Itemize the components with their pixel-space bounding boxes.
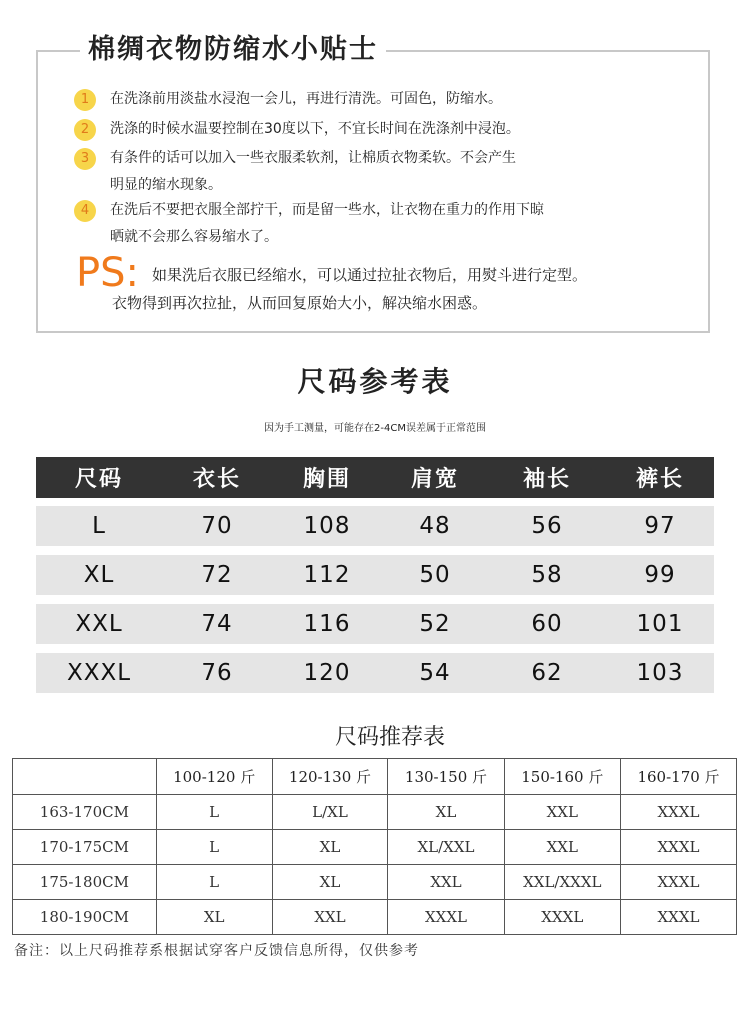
table-cell: XXL	[75, 611, 123, 637]
table-cell: 62	[531, 660, 563, 686]
table-cell: XXXL	[621, 900, 737, 935]
tip-text: 洗涤的时候水温要控制在30度以下，不宜长时间在洗涤剂中浸泡。	[110, 121, 520, 137]
ps-text: 如果洗后衣服已经缩水，可以通过拉扯衣物后，用熨斗进行定型。	[152, 266, 588, 284]
ps-text: 衣物得到再次拉扯，从而回复原始大小，解决缩水困惑。	[112, 294, 488, 312]
tip-item-4	[74, 197, 544, 251]
table-cell: 50	[419, 562, 451, 588]
header-cell: 袖长	[522, 467, 571, 492]
table-cell: XL	[83, 562, 115, 588]
table-cell: 97	[644, 513, 676, 539]
table-row	[36, 653, 714, 693]
header-cell: 120-130 斤	[272, 759, 388, 795]
table-cell: XXXL	[504, 900, 620, 935]
table-cell: XXXL	[66, 660, 132, 686]
table-cell: 74	[201, 611, 233, 637]
table-cell: L	[92, 513, 106, 539]
table-cell: 56	[531, 513, 563, 539]
recommend-title: 尺码推荐表	[334, 725, 445, 750]
ps-label: PS:	[76, 250, 139, 296]
table-cell: 101	[636, 611, 684, 637]
tip-number-badge: 3	[74, 148, 96, 170]
size-chart-title: 尺码参考表	[297, 365, 453, 398]
table-cell: 175-180CM	[13, 865, 157, 900]
size-chart-table	[36, 457, 714, 693]
table-cell: XXXL	[388, 900, 504, 935]
header-cell: 130-150 斤	[388, 759, 504, 795]
header-cell: 衣长	[192, 467, 241, 492]
table-cell: 103	[636, 660, 684, 686]
table-cell: XL	[272, 865, 388, 900]
footnote: 备注：以上尺码推荐系根据试穿客户反馈信息所得，仅供参考	[14, 943, 419, 959]
tip-text: 在洗后不要把衣服全部拧干，而是留一些水，让衣物在重力的作用下晾	[110, 202, 544, 218]
table-cell: XXL	[388, 865, 504, 900]
table-cell: XL	[156, 900, 272, 935]
table-cell: 180-190CM	[13, 900, 157, 935]
table-cell: L	[156, 795, 272, 830]
header-cell: 尺码	[74, 467, 123, 492]
table-cell: 108	[303, 513, 351, 539]
header-cell: 150-160 斤	[504, 759, 620, 795]
table-cell: 99	[644, 562, 676, 588]
table-cell: 58	[531, 562, 563, 588]
table-cell: XXL	[504, 830, 620, 865]
table-cell: 116	[303, 611, 351, 637]
table-row	[13, 830, 737, 865]
recommend-table	[12, 758, 737, 935]
table-cell: XL	[388, 795, 504, 830]
header-cell: 160-170 斤	[621, 759, 737, 795]
table-cell: 72	[201, 562, 233, 588]
table-row	[36, 506, 714, 546]
tip-number-badge: 2	[74, 119, 96, 141]
table-cell: 112	[303, 562, 351, 588]
table-cell: L/XL	[272, 795, 388, 830]
table-cell: XXL	[504, 795, 620, 830]
table-row	[13, 900, 737, 935]
tip-text: 晒就不会那么容易缩水了。	[110, 229, 278, 245]
header-cell: 胸围	[302, 467, 351, 492]
table-cell: 60	[531, 611, 563, 637]
tip-item-2	[74, 116, 520, 143]
table-cell: L	[156, 865, 272, 900]
table-cell: XXXL	[621, 830, 737, 865]
table-cell: XXXL	[621, 795, 737, 830]
table-cell: 120	[303, 660, 351, 686]
table-cell: XXL/XXXL	[504, 865, 620, 900]
tip-number-badge: 1	[74, 89, 96, 111]
table-cell: 170-175CM	[13, 830, 157, 865]
table-row	[36, 604, 714, 644]
tip-text: 明显的缩水现象。	[110, 177, 222, 193]
table-row	[13, 865, 737, 900]
table-cell: 76	[201, 660, 233, 686]
table-cell: 70	[201, 513, 233, 539]
table-row	[13, 795, 737, 830]
tip-item-3	[74, 145, 516, 199]
table-cell: 163-170CM	[13, 795, 157, 830]
tip-item-1	[74, 86, 502, 113]
tips-title: 棉绸衣物防缩水小贴士	[80, 32, 386, 68]
tip-text: 在洗涤前用淡盐水浸泡一会儿，再进行清洗。可固色，防缩水。	[110, 91, 502, 107]
table-row	[36, 555, 714, 595]
table-cell: XL/XXL	[388, 830, 504, 865]
table-cell: L	[156, 830, 272, 865]
header-cell: 肩宽	[410, 467, 459, 492]
table-cell: XXXL	[621, 865, 737, 900]
table-cell: XL	[272, 830, 388, 865]
header-cell	[13, 759, 157, 795]
table-header-row	[13, 759, 737, 795]
header-cell: 100-120 斤	[156, 759, 272, 795]
table-cell: XXL	[272, 900, 388, 935]
tip-number-badge: 4	[74, 200, 96, 222]
size-chart-note: 因为手工测量，可能存在2-4CM误差属于正常范围	[264, 423, 486, 434]
size-chart-header	[36, 457, 714, 498]
header-cell: 裤长	[635, 467, 684, 492]
table-cell: 54	[419, 660, 451, 686]
tip-text: 有条件的话可以加入一些衣服柔软剂，让棉质衣物柔软。不会产生	[110, 150, 516, 166]
table-cell: 48	[419, 513, 451, 539]
table-cell: 52	[419, 611, 451, 637]
